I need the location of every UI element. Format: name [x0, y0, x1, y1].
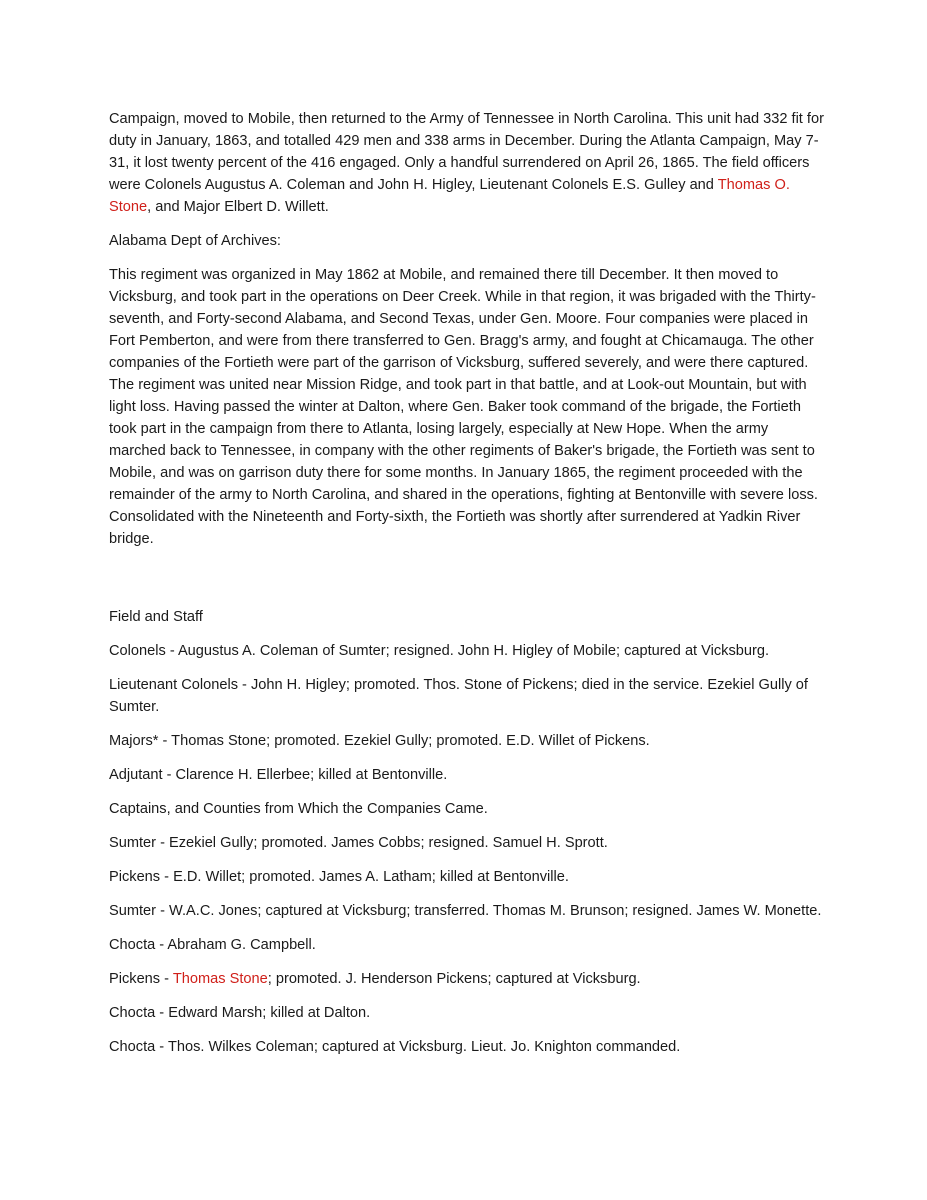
intro-text-start: Campaign, moved to Mobile, then returned to the Army of Tennessee in North Carolina. This unit had 332 fit for duty in January, 1863, and totalled 429 men and 338 arms in December. During the Atlanta Campaign, May 7-31, it lost twenty percent of the 416 engaged. Only a handful surrendered on April 26, 1865. The field officers were Colonels Augustus A. Coleman and John H. Higley, Lieutenant Colonels E.S. Gulley and	[109, 111, 824, 193]
roster-company-sumter-1: Sumter - Ezekiel Gully; promoted. James Cobbs; resigned. Samuel H. Sprott.	[109, 835, 608, 851]
roster-company-chocta-2: Chocta - Edward Marsh; killed at Dalton.	[109, 1005, 371, 1021]
roster-adjutant: Adjutant - Clarence H. Ellerbee; killed at Bentonville.	[109, 767, 448, 783]
roster-majors: Majors* - Thomas Stone; promoted. Ezekiel Gully; promoted. E.D. Willet of Pickens.	[109, 733, 650, 749]
highlighted-name-thomas-o-stone: Thomas O. Stone	[109, 177, 790, 215]
pickens-2-prefix: Pickens -	[109, 971, 173, 987]
source-heading: Alabama Dept of Archives:	[109, 233, 281, 249]
highlighted-name-thomas-stone: Thomas Stone	[172, 971, 268, 987]
roster-colonels: Colonels - Augustus A. Coleman of Sumter; resigned. John H. Higley of Mobile; captured at Vicksburg.	[109, 643, 770, 659]
roster-company-pickens-1: Pickens - E.D. Willet; promoted. James A. Latham; killed at Bentonville.	[109, 869, 569, 885]
roster-company-sumter-2: Sumter - W.A.C. Jones; captured at Vicksburg; transferred. Thomas M. Brunson; resigned. James W. Monette.	[109, 903, 822, 919]
roster-section	[109, 606, 824, 1058]
roster-heading: Field and Staff	[109, 609, 203, 625]
pickens-2-suffix: ; promoted. J. Henderson Pickens; captured at Vicksburg.	[267, 971, 641, 987]
roster-company-chocta-3: Chocta - Thos. Wilkes Coleman; captured at Vicksburg. Lieut. Jo. Knighton commanded.	[109, 1039, 681, 1055]
roster-lieutenant-colonels: Lieutenant Colonels - John H. Higley; promoted. Thos. Stone of Pickens; died in the service. Ezekiel Gully of Sumter.	[109, 677, 808, 715]
roster-company-pickens-2	[109, 968, 824, 990]
intro-text-end: , and Major Elbert D. Willett.	[147, 199, 329, 215]
roster-captains-heading: Captains, and Counties from Which the Companies Came.	[109, 801, 488, 817]
intro-paragraph	[109, 108, 824, 218]
roster-company-chocta-1: Chocta - Abraham G. Campbell.	[109, 937, 316, 953]
history-paragraph: This regiment was organized in May 1862 at Mobile, and remained there till December. It then moved to Vicksburg, and took part in the operations on Deer Creek. While in that region, it was brigaded with the Thirty-seventh, and Forty-second Alabama, and Second Texas, under Gen. Moore. Four companies were placed in Fort Pemberton, and were from there transferred to Gen. Bragg's army, and fought at Chicamauga. The other companies of the Fortieth were part of the garrison of Vicksburg, suffered severely, and were there captured. The regiment was united near Mission Ridge, and took part in that battle, and at Look-out Mountain, but with light loss. Having passed the winter at Dalton, where Gen. Baker took command of the brigade, the Fortieth took part in the campaign from there to Atlanta, losing largely, especially at New Hope. When the army marched back to Tennessee, in company with the other regiments of Baker's brigade, the Fortieth was sent to Mobile, and was on garrison duty there for some months. In January 1865, the regiment proceeded with the remainder of the army to North Carolina, and shared in the operations, fighting at Bentonville with severe loss. Consolidated with the Nineteenth and Forty-sixth, the Fortieth was shortly after surrendered at Yadkin River bridge.	[109, 267, 818, 547]
document-page	[109, 108, 824, 1070]
